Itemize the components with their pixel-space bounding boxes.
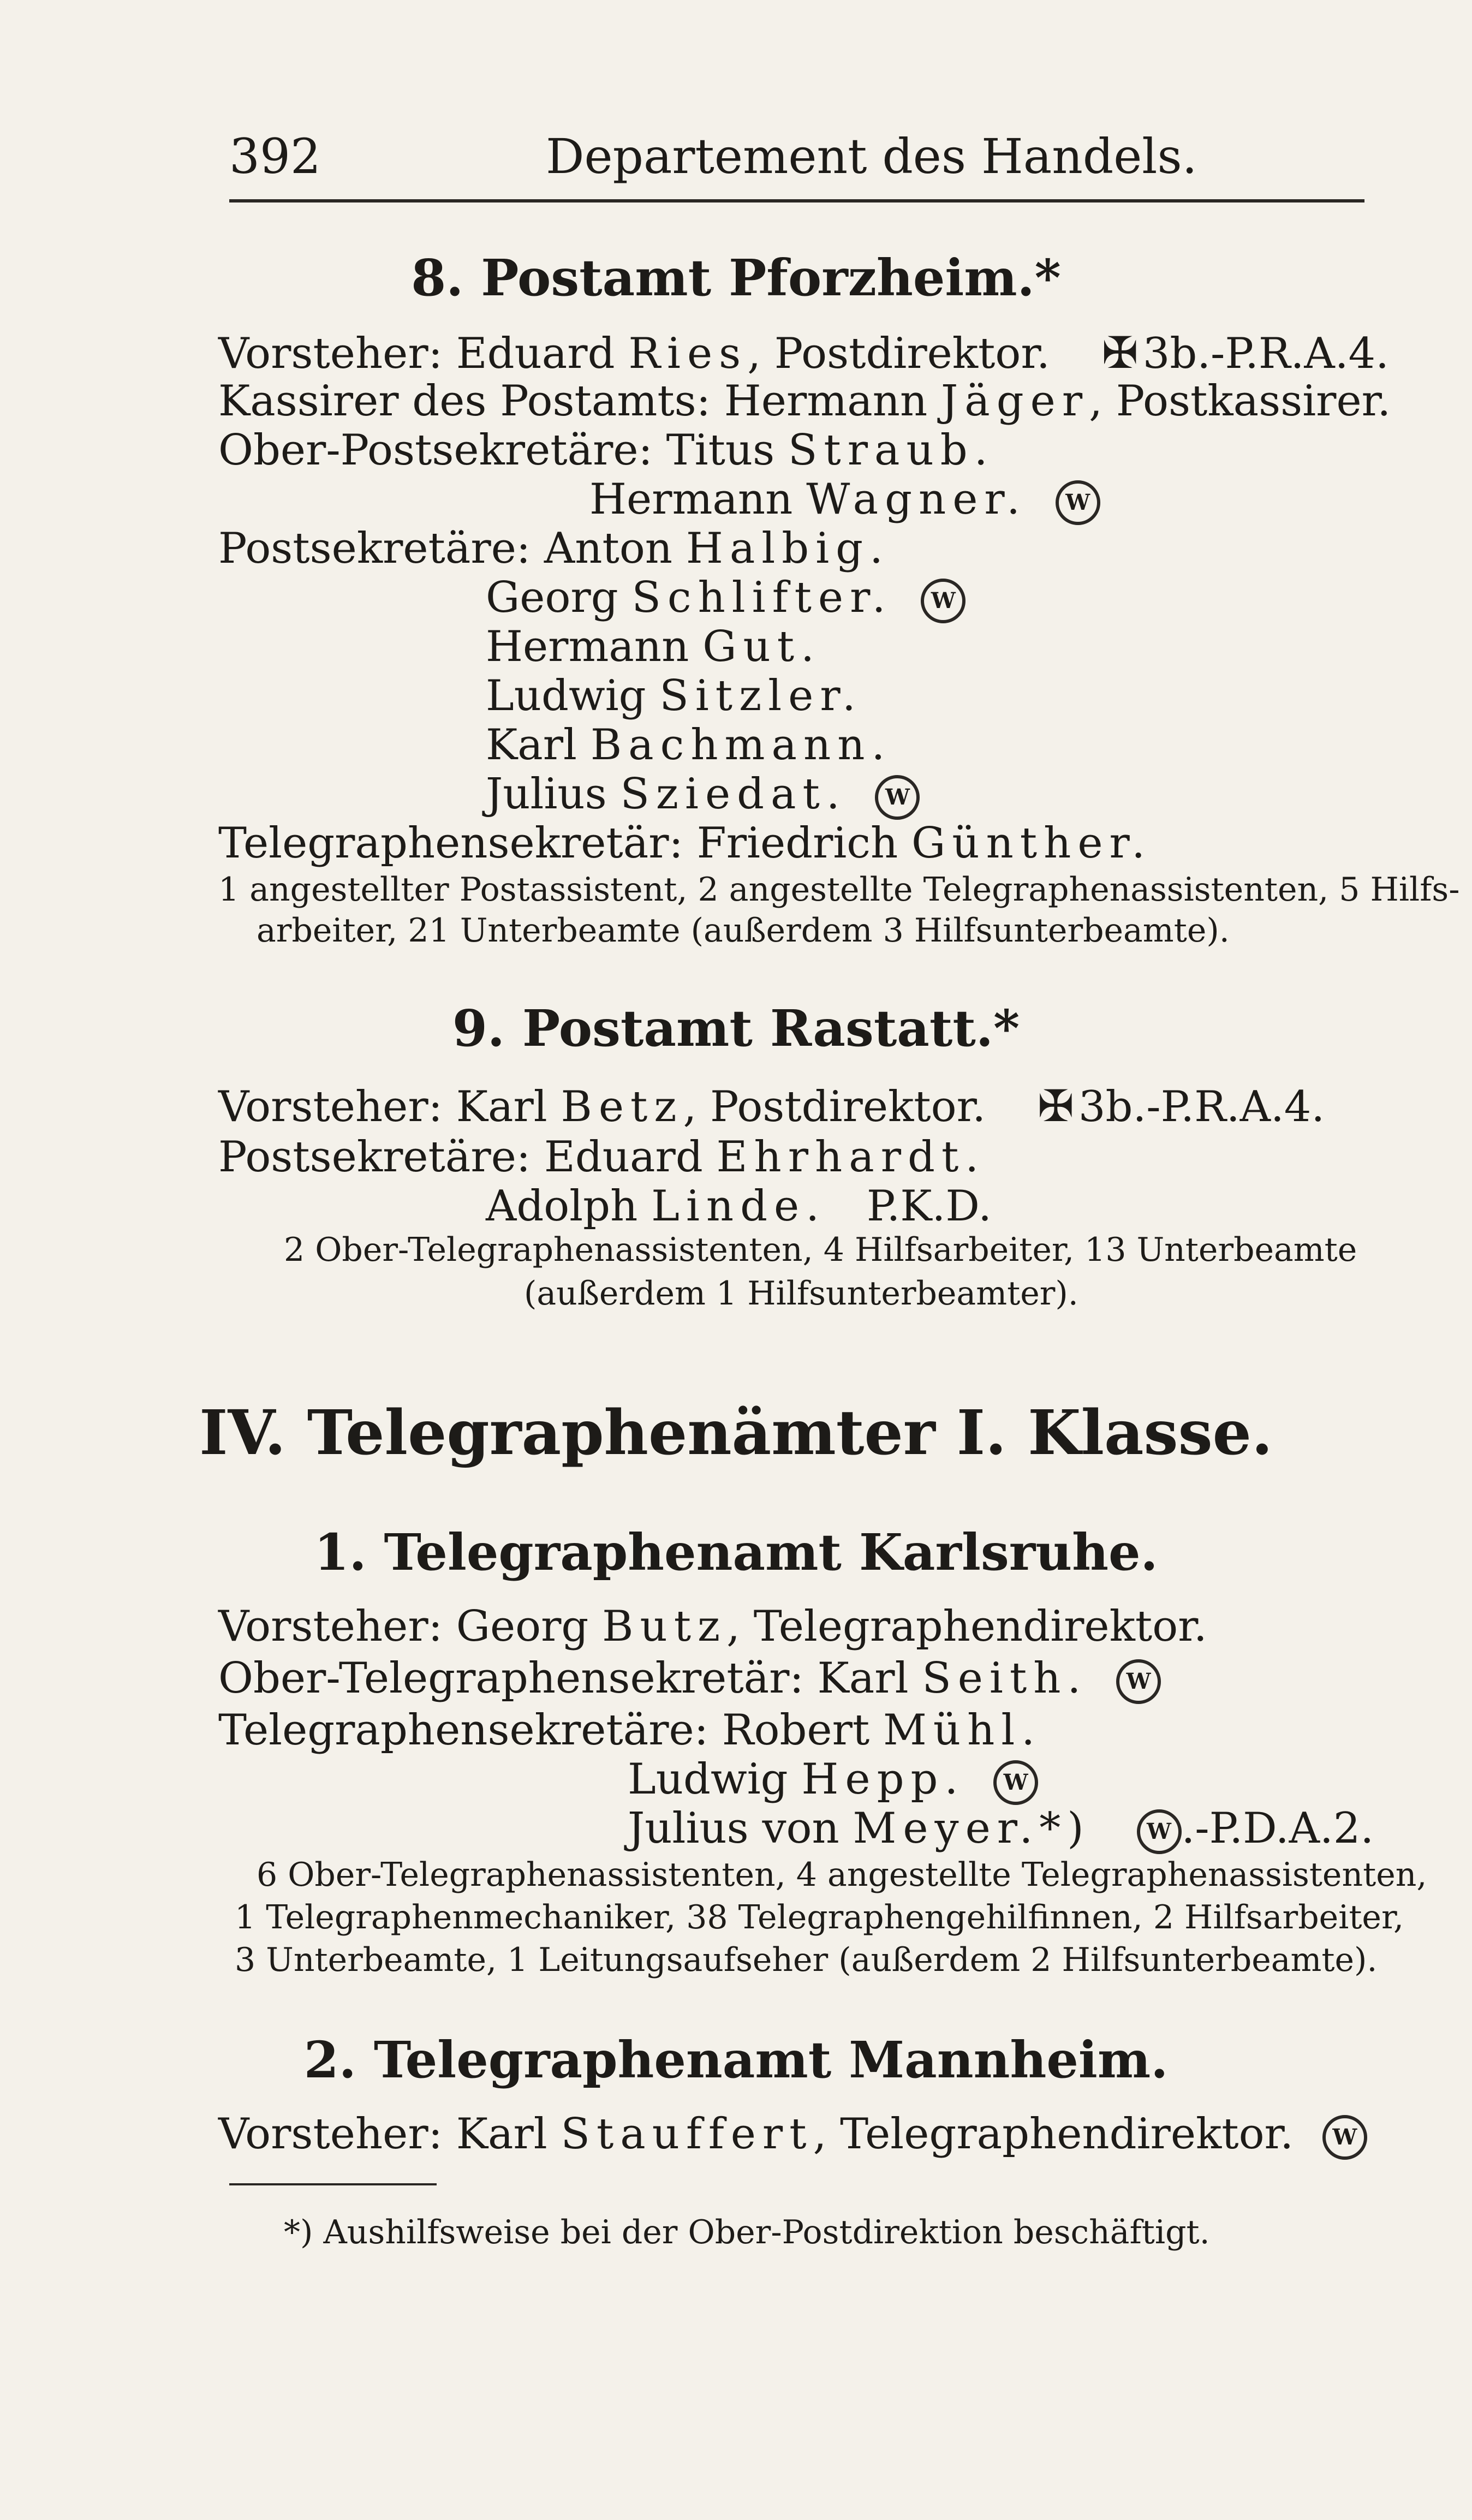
order-cross-icon: ✠ xyxy=(1101,327,1139,378)
person-name: Schlifter. xyxy=(631,573,892,622)
person-name: Gut. xyxy=(702,622,821,671)
entry-label: Telegraphensekretär: Friedrich xyxy=(218,819,898,868)
footnote: *) Aushilfsweise bei der Ober-Postdirektion beschäftigt. xyxy=(284,2213,1210,2251)
entry-postsekretaer-4 xyxy=(486,671,862,720)
first-name: Karl xyxy=(486,720,577,770)
person-name: Betz xyxy=(561,1082,683,1131)
person-name: Linde. xyxy=(651,1182,826,1231)
first-name: Adolph xyxy=(486,1182,638,1231)
person-name: Seith. xyxy=(922,1654,1088,1703)
entry-role: , Telegraphendirektor. xyxy=(813,2110,1294,2159)
first-name: Julius xyxy=(486,770,607,819)
award-text: P.K.D. xyxy=(866,1182,992,1231)
entry-postsekretaer-5 xyxy=(486,720,891,770)
entry-postsekretaer-2 xyxy=(486,1182,992,1231)
person-name: Bachmann. xyxy=(590,720,892,770)
entry-postsekretaer-2 xyxy=(486,573,966,623)
staff-note-line-1: 1 angestellter Postassistent, 2 angestellte Telegraphenassistenten, 5 Hilfs- xyxy=(218,871,1460,909)
entry-label: Vorsteher: Karl xyxy=(218,2110,547,2159)
entry-postsekretaer-6 xyxy=(486,770,920,820)
order-cross-icon: ✠ xyxy=(1037,1081,1074,1131)
entry-vorsteher xyxy=(218,327,1389,378)
section-title-telegraphenamt-mannheim: 2. Telegraphenamt Mannheim. xyxy=(303,2030,1169,2089)
entry-ober-postsekretaer-2 xyxy=(589,475,1100,525)
person-name: Jäger xyxy=(940,377,1089,426)
first-name: Georg xyxy=(486,573,618,622)
entry-label: Ober-Postsekretäre: Titus xyxy=(218,426,775,475)
person-name: Wagner. xyxy=(806,475,1027,524)
staff-note-line-2: (außerdem 1 Hilfsunterbeamter). xyxy=(524,1274,1078,1313)
person-name: Ries xyxy=(628,329,748,378)
staff-note-line-2: arbeiter, 21 Unterbeamte (außerdem 3 Hilfsunterbeamte). xyxy=(257,912,1230,950)
chapter-title-telegraphenaemter: IV. Telegraphenämter I. Klasse. xyxy=(199,1397,1273,1469)
person-name: Hepp. xyxy=(801,1755,965,1804)
person-name: Sitzler. xyxy=(659,671,862,720)
first-name: Hermann xyxy=(486,622,689,671)
honor-badge-icon: W xyxy=(1137,1809,1182,1854)
entry-ober-postsekretaer-1 xyxy=(218,426,994,475)
entry-vorsteher xyxy=(218,1602,1207,1651)
section-title-postamt-rastatt: 9. Postamt Rastatt.* xyxy=(452,999,1020,1058)
entry-ober-telegraphensekretaer xyxy=(218,1654,1161,1704)
first-name: Julius von xyxy=(628,1804,839,1853)
person-name: Günther. xyxy=(911,819,1152,868)
entry-telegraphensekretaer-3 xyxy=(628,1804,1374,1854)
honor-badge-icon: W xyxy=(1322,2115,1367,2160)
running-title: Departement des Handels. xyxy=(546,128,1197,184)
staff-note-line-1: 6 Ober-Telegraphenassistenten, 4 angestellte Telegraphenassistenten, xyxy=(257,1856,1427,1894)
award-text: .-P.D.A.2. xyxy=(1181,1804,1374,1853)
honor-badge-icon: W xyxy=(1116,1659,1161,1704)
person-name: Mühl. xyxy=(883,1706,1042,1755)
entry-kassirer xyxy=(218,377,1391,426)
section-title-telegraphenamt-karlsruhe: 1. Telegraphenamt Karlsruhe. xyxy=(314,1523,1158,1582)
staff-note-line-1: 2 Ober-Telegraphenassistenten, 4 Hilfsarbeiter, 13 Unterbeamte xyxy=(284,1231,1357,1269)
entry-postsekretaer-1 xyxy=(218,524,890,573)
entry-role: , Postdirektor. xyxy=(683,1082,986,1131)
first-name: Ludwig xyxy=(486,671,646,720)
page-header xyxy=(229,117,1364,202)
entry-role: , Postdirektor. xyxy=(747,329,1050,378)
entry-label: Vorsteher: Georg xyxy=(218,1602,589,1651)
entry-label: Telegraphensekretäre: Robert xyxy=(218,1706,870,1755)
honor-badge-icon: W xyxy=(993,1760,1038,1805)
entry-telegraphensekretaer-2 xyxy=(628,1755,1038,1805)
entry-label: Ober-Telegraphensekretär: Karl xyxy=(218,1654,909,1703)
entry-postsekretaer-3 xyxy=(486,622,821,671)
entry-label: Vorsteher: Karl xyxy=(218,1082,547,1131)
entry-role: , Postkassirer. xyxy=(1089,377,1391,426)
entry-postsekretaer-1 xyxy=(218,1133,985,1182)
honor-badge-icon: W xyxy=(875,775,920,820)
entry-label: Postsekretäre: Anton xyxy=(218,524,673,573)
honor-badge-icon: W xyxy=(1056,480,1100,525)
page-number: 392 xyxy=(229,128,321,184)
person-name: Butz xyxy=(602,1602,727,1651)
first-name: Ludwig xyxy=(628,1755,788,1804)
entry-role: , Telegraphendirektor. xyxy=(726,1602,1207,1651)
award-text: 3b.-P.R.A.4. xyxy=(1142,329,1389,378)
person-name: Meyer.*) xyxy=(853,1804,1090,1853)
honor-badge-icon: W xyxy=(921,579,966,623)
person-name: Stauffert xyxy=(561,2110,813,2159)
person-name: Ehrhardt. xyxy=(716,1133,986,1182)
entry-label: Kassirer des Postamts: Hermann xyxy=(218,377,928,426)
award-text: 3b.-P.R.A.4. xyxy=(1078,1082,1325,1131)
first-name: Hermann xyxy=(589,475,793,524)
entry-telegraphensekretaer-1 xyxy=(218,1706,1041,1755)
footnote-divider xyxy=(229,2183,437,2185)
entry-telegraphensekretaer xyxy=(218,819,1152,868)
person-name: Straub. xyxy=(788,426,994,475)
person-name: Halbig. xyxy=(686,524,890,573)
person-name: Sziedat. xyxy=(620,770,847,819)
entry-vorsteher xyxy=(218,2110,1367,2160)
entry-label: Postsekretäre: Eduard xyxy=(218,1133,703,1182)
section-title-postamt-pforzheim: 8. Postamt Pforzheim.* xyxy=(411,248,1061,307)
entry-vorsteher xyxy=(218,1081,1325,1131)
entry-label: Vorsteher: Eduard xyxy=(218,329,615,378)
staff-note-line-2: 1 Telegraphenmechaniker, 38 Telegraphengehilfinnen, 2 Hilfsarbeiter, xyxy=(235,1898,1404,1937)
staff-note-line-3: 3 Unterbeamte, 1 Leitungsaufseher (außerdem 2 Hilfsunterbeamte). xyxy=(235,1941,1378,1979)
